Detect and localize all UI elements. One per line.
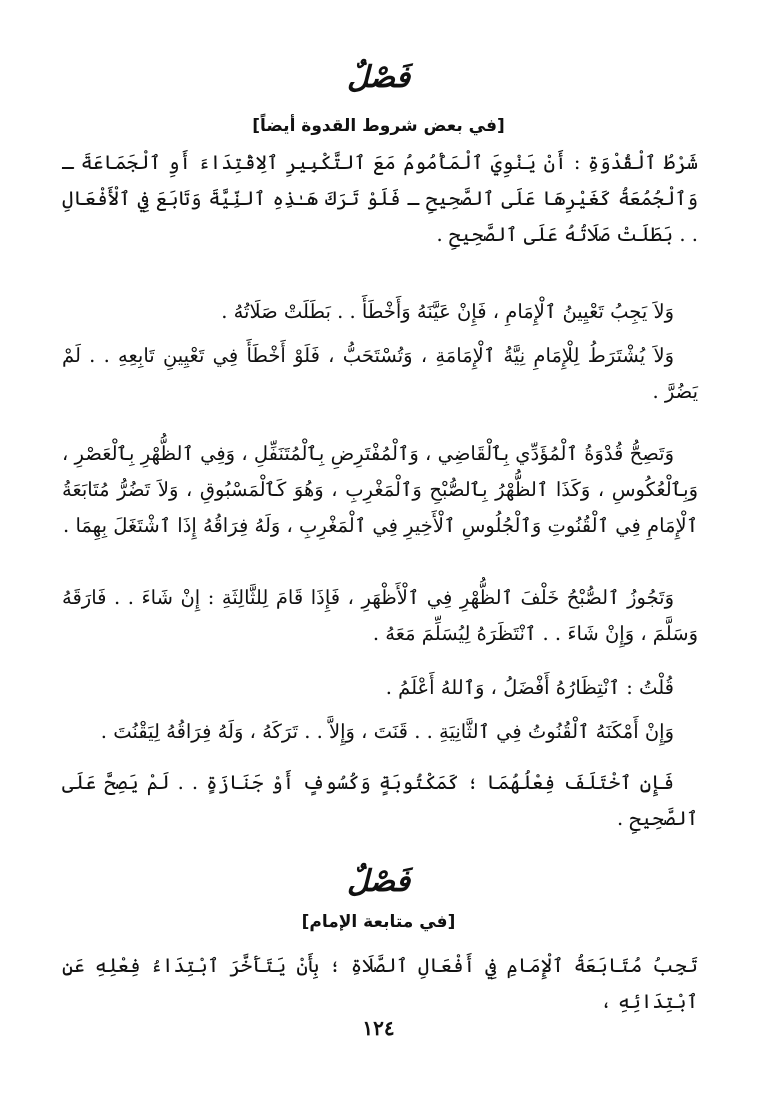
section-heading-2: فَصْلٌ (346, 864, 411, 899)
paragraph-different-prayers: فَإِنِ ٱخْتَلَفَ فِعْلُهُمَا ؛ كَمَكْتُوبَةٍ وَكُسُوفٍ أَوْ جَنَازَةٍ . . لَمْ يَصِحَّ عَلَى ٱلصَّحِيحِ . (62, 771, 698, 830)
paragraph-note: قُلْتُ : ٱنْتِظَارُهُ أَفْضَلُ ، وَٱللهُ أَعْلَمُ . (385, 676, 674, 699)
page-number: ١٢٤ (362, 1016, 395, 1040)
section-subtitle-2: [في متابعة الإمام] (301, 912, 456, 932)
paragraph-fajr-behind-dhuhr: وَتَجُوزُ ٱلصُّبْحُ خَلْفَ ٱلظُّهْرِ فِي ٱلْأَظْهَرِ ، فَإِذَا قَامَ لِلثَّالِثَةِ : إِنْ شَاءَ . . فَارَقَهُ وَسَلَّمَ ، وَإِنْ شَاءَ . . ٱنْتَظَرَهُ لِيُسَلِّمَ مَعَهُ . (62, 586, 698, 645)
section-subtitle: [في بعض شروط القدوة أيضاً] (252, 116, 505, 136)
paragraph-imam-identification: وَلاَ يَجِبُ تَعْيِينُ ٱلْإِمَامِ ، فَإِنْ عَيَّنَهُ وَأَخْطَأَ . . بَطَلَتْ صَلَاتُهُ . (221, 300, 674, 323)
section-heading: فَصْلٌ (346, 60, 411, 95)
paragraph-condition: شَرْطُ ٱلْقُدْوَةِ : أَنْ يَنْوِيَ ٱلْمَأْمُومُ مَعَ ٱلتَّكْبِيرِ ٱلِاقْتِدَاءَ أَوِ ٱلْجَمَاعَةَ ـ وَٱلْجُمُعَةُ كَغَيْرِهَا عَلَى ٱلصَّحِيحِ ـ فَلَوْ تَرَكَ هَـٰذِهِ ٱلنِّيَّةَ وَتَابَعَ فِي ٱلْأَفْعَالِ . . بَطَلَتْ صَلَاتُهُ عَلَى ٱلصَّحِيحِ . (62, 151, 698, 246)
paragraph-qunut: وَإِنْ أَمْكَنَهُ ٱلْقُنُوتُ فِي ٱلثَّانِيَةِ . . قَنَتَ ، وَإِلاَّ . . تَرَكَهُ ، وَلَهُ فِرَاقُهُ لِيَقْنُتَ . (100, 720, 674, 743)
paragraph-following-imam: تَجِبُ مُتَابَعَةُ ٱلْإِمَامِ فِي أَفْعَالِ ٱلصَّلَاةِ ؛ بِأَنْ يَتَأَخَّرَ ٱبْتِدَاءُ فِعْلِهِ عَنِ ٱبْتِدَائِهِ ، (62, 954, 698, 1013)
paragraph-imamate-intention: وَلاَ يُشْتَرَطُ لِلْإِمَامِ نِيَّةُ ٱلْإِمَامَةِ ، وَتُسْتَحَبُّ ، فَلَوْ أَخْطَأَ فِي تَعْيِينِ تَابِعِهِ . . لَمْ يَضُرَّ . (62, 344, 698, 403)
paragraph-valid-following: وَتَصِحُّ قُدْوَةُ ٱلْمُؤَدِّي بِٱلْقَاضِي ، وَٱلْمُفْتَرِضِ بِٱلْمُتَنَفِّلِ ، وَفِي ٱلظُّهْرِ بِٱلْعَصْرِ ، وَبِٱلْعُكُوسِ ، وَكَذَا ٱلظُّهْرُ بِٱلصُّبْحِ وَٱلْمَغْرِبِ ، وَهُوَ كَٱلْمَسْبُوقِ ، وَلاَ تَضُرُّ مُتَابَعَةُ ٱلْإِمَامِ فِي ٱلْقُنُوتِ وَٱلْجُلُوسِ ٱلْأَخِيرِ فِي ٱلْمَغْرِبِ ، وَلَهُ فِرَاقُهُ إِذَا ٱشْتَغَلَ بِهِمَا . (62, 442, 698, 537)
